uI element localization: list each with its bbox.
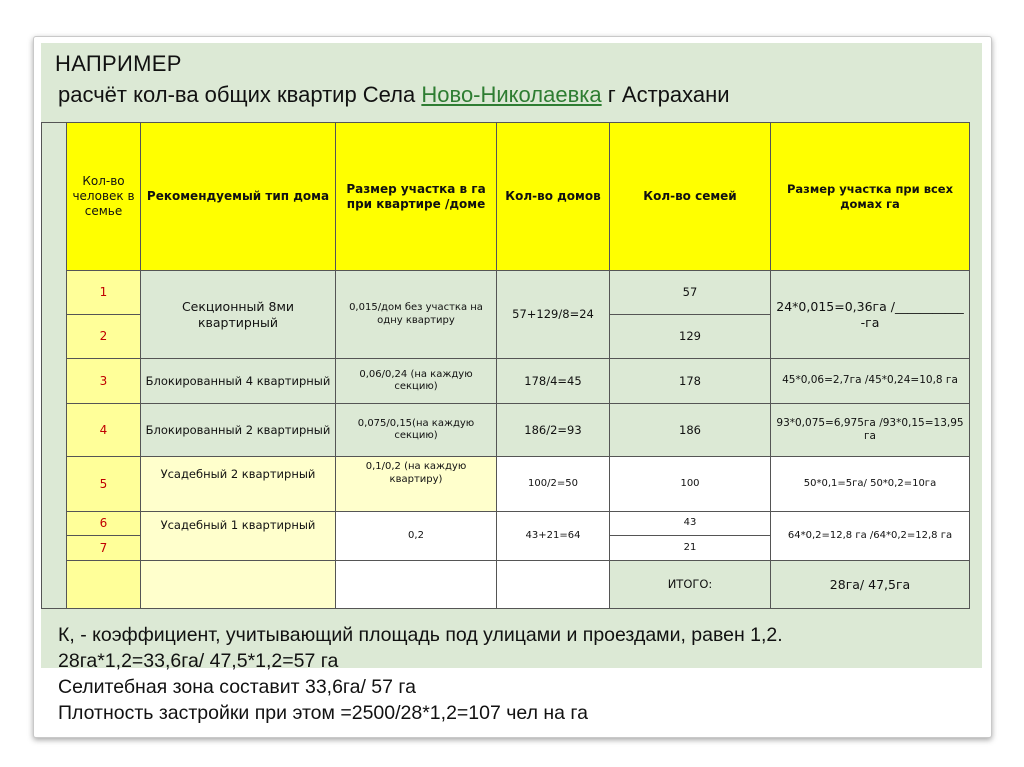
row-number-2: 2 xyxy=(67,315,141,359)
table-header-row xyxy=(42,123,970,271)
calculation-table xyxy=(41,122,970,609)
house-count-cell: 100/2=50 xyxy=(497,457,610,512)
note-line: Плотность застройки при этом =2500/28*1,2=107 чел на га xyxy=(58,702,588,724)
house-type-cell: Усадебный 1 квартирный xyxy=(141,512,336,561)
house-type-cell: Блокированный 2 квартирный xyxy=(141,404,336,457)
house-count-cell: 43+21=64 xyxy=(497,512,610,561)
family-count-cell: 186 xyxy=(610,404,771,457)
table-row xyxy=(42,512,970,536)
total-area-cell: 93*0,075=6,975га /93*0,15=13,95 га xyxy=(771,404,970,457)
plot-size-cell: 0,015/дом без участка на одну квартиру xyxy=(336,271,497,359)
note-line: Селитебная зона составит 33,6га/ 57 га xyxy=(58,676,416,698)
table-row xyxy=(42,457,970,512)
total-area-cell: 24*0,015=0,36га /___________ -га xyxy=(771,271,970,359)
house-count-cell: 186/2=93 xyxy=(497,404,610,457)
house-type-cell: Блокированный 4 квартирный xyxy=(141,359,336,404)
slide-subheading xyxy=(58,82,730,108)
empty-number-cell xyxy=(67,561,141,609)
table-total-row xyxy=(42,561,970,609)
notes-block xyxy=(58,622,783,726)
total-area-cell: 45*0,06=2,7га /45*0,24=10,8 га xyxy=(771,359,970,404)
header-family-size: Кол-во человек в семье xyxy=(67,123,141,271)
total-label: ИТОГО: xyxy=(610,561,771,609)
subheading-prefix: расчёт кол-ва общих квартир Села xyxy=(58,82,422,107)
empty-type-cell xyxy=(141,561,336,609)
family-count-cell: 100 xyxy=(610,457,771,512)
header-total-area: Размер участка при всех домах га xyxy=(771,123,970,271)
empty-plot-cell xyxy=(336,561,497,609)
plot-size-cell: 0,075/0,15(на каждую секцию) xyxy=(336,404,497,457)
note-line: К, - коэффициент, учитывающий площадь под улицами и проездами, равен 1,2. xyxy=(58,624,783,646)
family-count-cell: 43 xyxy=(610,512,771,536)
plot-size-cell: 0,2 xyxy=(336,512,497,561)
table-row xyxy=(42,404,970,457)
header-house-count: Кол-во домов xyxy=(497,123,610,271)
row-number-4: 4 xyxy=(67,404,141,457)
plot-size-cell: 0,1/0,2 (на каждую квартиру) xyxy=(336,457,497,512)
total-area-cell: 64*0,2=12,8 га /64*0,2=12,8 га xyxy=(771,512,970,561)
empty-houses-cell xyxy=(497,561,610,609)
table-row xyxy=(42,271,970,315)
plot-size-cell: 0,06/0,24 (на каждую секцию) xyxy=(336,359,497,404)
family-count-cell: 129 xyxy=(610,315,771,359)
slide-heading: НАПРИМЕР xyxy=(55,51,182,76)
family-count-cell: 178 xyxy=(610,359,771,404)
total-area-cell: 50*0,1=5га/ 50*0,2=10га xyxy=(771,457,970,512)
village-link[interactable]: Ново-Николаевка xyxy=(421,82,602,107)
family-count-cell: 57 xyxy=(610,271,771,315)
row-number-3: 3 xyxy=(67,359,141,404)
row-number-6: 6 xyxy=(67,512,141,536)
house-type-cell: Секционный 8ми квартирный xyxy=(141,271,336,359)
table-row xyxy=(42,359,970,404)
house-type-cell: Усадебный 2 квартирный xyxy=(141,457,336,512)
house-count-cell: 178/4=45 xyxy=(497,359,610,404)
house-count-cell: 57+129/8=24 xyxy=(497,271,610,359)
row-number-5: 5 xyxy=(67,457,141,512)
total-area-value: 28га/ 47,5га xyxy=(771,561,970,609)
blank-side-column xyxy=(42,123,67,609)
note-line: 28га*1,2=33,6га/ 47,5*1,2=57 га xyxy=(58,650,339,672)
header-plot-size: Размер участка в га при квартире /доме xyxy=(336,123,497,271)
header-house-type: Рекомендуемый тип дома xyxy=(141,123,336,271)
row-number-7: 7 xyxy=(67,536,141,561)
subheading-suffix: г Астрахани xyxy=(601,82,730,107)
family-count-cell: 21 xyxy=(610,536,771,561)
row-number-1: 1 xyxy=(67,271,141,315)
header-family-count: Кол-во семей xyxy=(610,123,771,271)
